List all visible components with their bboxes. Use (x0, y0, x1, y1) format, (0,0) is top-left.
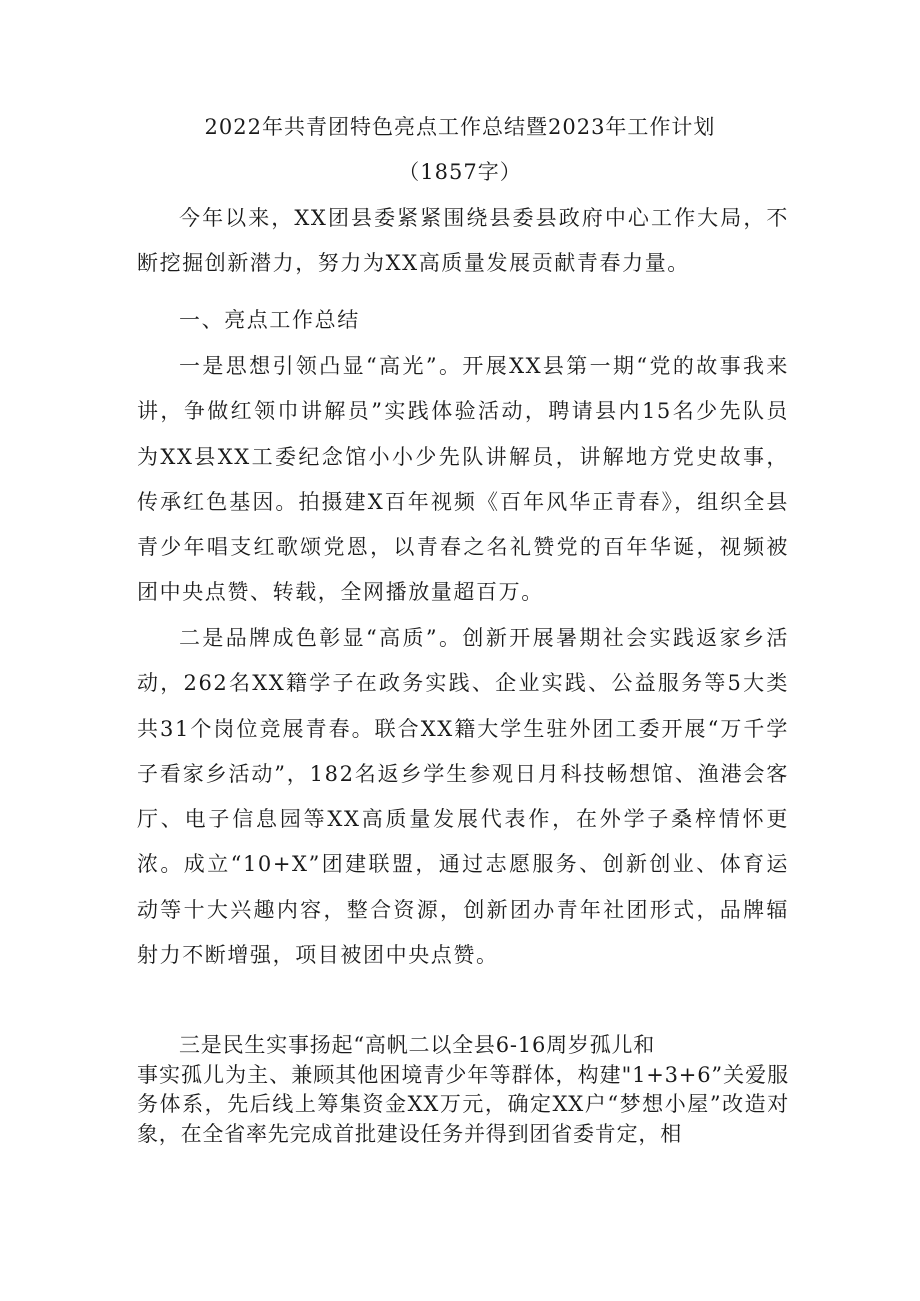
paragraph-thought-leadership: 一是思想引领凸显“高光”。开展XX县第一期“党的故事我来讲，争做红领巾讲解员”实践体验活动，聘请县内15名少先队员为XX县XX工委纪念馆小小少先队讲解员，讲解地方党史故事，传承红色基因。拍摄建X百年视频《百年风华正青春》，组织全县青少年唱支红歌颂党恩，以青春之名礼赞党的百年华诞，视频被团中央点赞、转载，全网播放量超百万。 (137, 354, 789, 605)
paragraph-livelihood-rest: 事实孤儿为主、兼顾其他困境青少年等群体，构建"1+3+6”关爱服务体系，先后线上筹集资金XX万元，确定XX户“梦想小屋”改造对象，在全省率先完成首批建设任务并得到团省委肯定，相 (137, 1062, 789, 1146)
section-heading: 一、亮点工作总结 (179, 308, 360, 332)
paragraph-livelihood-first-line: 三是民生实事扬起“高帆二以全县6-16周岁孤儿和 (179, 1033, 656, 1057)
document-title: 2022年共青团特色亮点工作总结暨2023年工作计划 (204, 115, 716, 139)
intro-paragraph: 今年以来，XX团县委紧紧围绕县委县政府中心工作大局，不断挖掘创新潜力，努力为XX高质量发展贡献青春力量。 (137, 206, 789, 276)
paragraph-livelihood (137, 1031, 789, 1149)
word-count: （1857字） (398, 160, 522, 184)
paragraph-brand-quality: 二是品牌成色彰显“高质”。创新开展暑期社会实践返家乡活动，262名XX籍学子在政务实践、企业实践、公益服务等5大类共31个岗位竞展青春。联合XX籍大学生驻外团工委开展“万千学子看家乡活动”，182名返乡学生参观日月科技畅想馆、渔港会客厅、电子信息园等XX高质量发展代表作，在外学子桑梓情怀更浓。成立“10+X”团建联盟，通过志愿服务、创新创业、体育运动等十大兴趣内容，整合资源，创新团办青年社团形式，品牌辐射力不断增强，项目被团中央点赞。 (137, 626, 789, 968)
